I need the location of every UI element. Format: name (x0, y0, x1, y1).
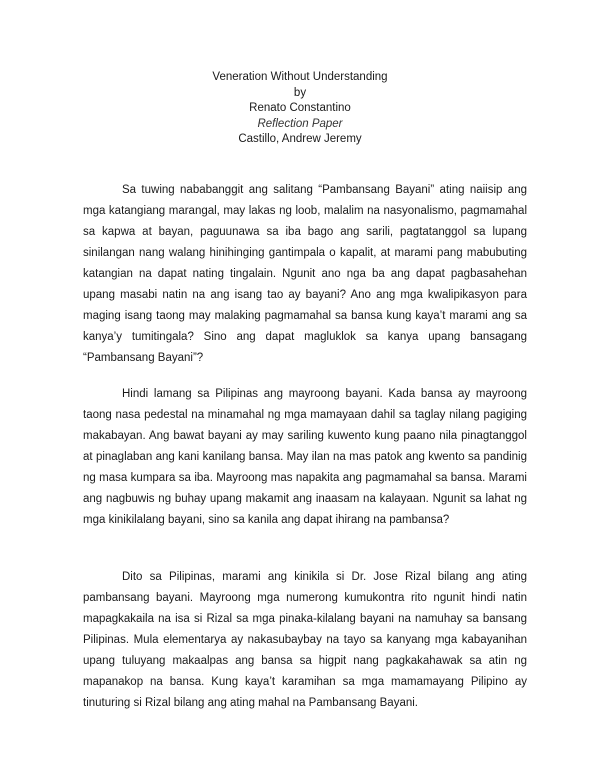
paragraph-3: Dito sa Pilipinas, marami ang kinikila si Dr. Jose Rizal bilang ang ating pambansang bayani. Mayroong mga numerong kumukontra rito ngunit hindi natin mapagkakaila na isa si Rizal sa mga pinaka-kilalang bayani na namuhay sa bansang Pilipinas. Mula elementarya ay nakasubaybay na tayo sa kanyang mga kabayanihan upang tuluyang makaalpas ang bansa sa higpit nang pagkakahawak sa atin ng mapanakop na bansa. Kung kaya’t karamihan sa mga mamamayang Pilipino ay tinuturing si Rizal bilang ang ating mahal na Pambansang Bayani. (83, 571, 527, 709)
paragraph-1: Sa tuwing nababanggit ang salitang “Pambansang Bayani” ating naiisip ang mga katangiang marangal, may lakas ng loob, malalim na nasyonalismo, pagmamahal sa kapwa at bayan, paguunawa sa iba bago ang sarili, pagtatanggol sa lupang sinilangan nang walang hinihinging gantimpala o kapalit, at marami pang mabubuting katangian na dapat nating tingalain. Ngunit ano nga ba ang dapat pagbasahehan upang masabi natin na ang isang tao ay bayani? Ano ang mga kwalipikasyon para maging isang taong may malaking pagmamahal sa bansa kung kaya’t marami ang sa kanya’y tumitingala? Sino ang dapat magluklok sa kanya upang bansagang “Pambansang Bayani”? (83, 184, 527, 364)
author-name: Renato Constantino (249, 102, 351, 114)
essay-title: Veneration Without Understanding (212, 71, 388, 83)
student-name: Castillo, Andrew Jeremy (238, 133, 362, 145)
document-type: Reflection Paper (257, 117, 343, 130)
paragraph-2: Hindi lamang sa Pilipinas ang mayroong bayani. Kada bansa ay mayroong taong nasa pedestal na minamahal ng mga mamayaan dahil sa taglay nilang pagiging makabayan. Ang bawat bayani ay may sariling kuwento kung paano nila pinagtanggol at pinaglaban ang kani kanilang bansa. May ilan na mas patok ang kwento sa pandinig ng masa kumpara sa iba. Mayroong mas napakita ang pagmamahal sa bansa. Marami ang nagbuwis ng buhay upang makamit ang inaasam na kalayaan. Ngunit sa lahat ng mga kinikilalang bayani, sino sa kanila ang dapat ihirang na pambansa? (83, 388, 527, 526)
by-line: by (293, 86, 307, 99)
document-header (0, 70, 600, 148)
